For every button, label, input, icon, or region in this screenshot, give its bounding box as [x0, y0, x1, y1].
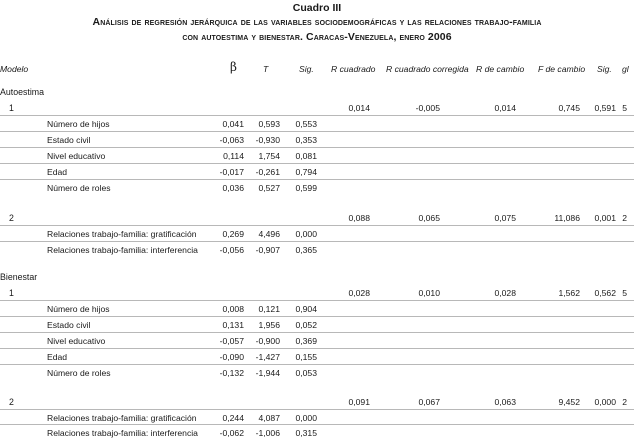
sig-value: 0,081 [295, 151, 317, 161]
r-cuadrado-value: 0,091 [348, 397, 370, 407]
r-cuadrado-value: 0,028 [348, 288, 370, 298]
t-value: -0,261 [255, 167, 280, 177]
model-number: 2 [9, 397, 14, 407]
sig-value: 0,315 [295, 428, 317, 438]
header-gl: gl [622, 64, 629, 74]
variable-label: Número de roles [47, 368, 111, 378]
variable-label: Nivel educativo [47, 151, 106, 161]
table-title [0, 2, 634, 45]
variable-label: Estado civil [47, 135, 91, 145]
variable-label: Relaciones trabajo-familia: interferencia [47, 428, 198, 438]
sig-value: 0,794 [295, 167, 317, 177]
table-row [0, 424, 634, 442]
t-value: 1,956 [258, 320, 280, 330]
variable-label: Nivel educativo [47, 336, 106, 346]
model-number: 1 [9, 103, 14, 113]
beta-value: 0,244 [222, 413, 244, 423]
t-value: 0,121 [258, 304, 280, 314]
group-label-bienestar: Bienestar [0, 272, 38, 282]
header-modelo: Modelo [0, 64, 29, 74]
f-de-cambio-value: 11,086 [554, 213, 580, 223]
model-number: 1 [9, 288, 14, 298]
variable-label: Número de hijos [47, 304, 110, 314]
t-value: -0,900 [255, 336, 280, 346]
gl-value: 2 [622, 213, 627, 223]
t-value: 4,087 [258, 413, 280, 423]
beta-value: -0,057 [219, 336, 244, 346]
beta-value: -0,132 [219, 368, 244, 378]
beta-value: 0,114 [223, 151, 244, 161]
r-de-cambio-value: 0,075 [494, 213, 516, 223]
sig-value: 0,000 [295, 229, 317, 239]
beta-value: 0,131 [222, 320, 244, 330]
header-t: T [263, 64, 269, 74]
t-value: -1,006 [255, 428, 280, 438]
table-row [0, 179, 634, 197]
r-cuadrado-corregida-value: -0,005 [415, 103, 440, 113]
sig-change-value: 0,591 [594, 103, 616, 113]
r-cuadrado-value: 0,088 [348, 213, 370, 223]
sig-value: 0,053 [295, 368, 317, 378]
sig-value: 0,365 [295, 245, 317, 255]
f-de-cambio-value: 1,562 [558, 288, 580, 298]
variable-label: Número de roles [47, 183, 111, 193]
gl-value: 5 [622, 103, 627, 113]
r-de-cambio-value: 0,028 [494, 288, 516, 298]
sig-change-value: 0,001 [594, 213, 616, 223]
variable-label: Edad [47, 352, 68, 362]
group-label-autoestima: Autoestima [0, 87, 45, 97]
sig-value: 0,904 [295, 304, 317, 314]
beta-value: -0,017 [219, 167, 244, 177]
sig-value: 0,353 [295, 135, 317, 145]
variable-label: Relaciones trabajo-familia: gratificación [47, 229, 197, 239]
header-r-cuadrado: R cuadrado [331, 64, 376, 74]
t-value: 0,593 [258, 119, 280, 129]
beta-value: 0,269 [222, 229, 244, 239]
sig-change-value: 0,562 [594, 288, 616, 298]
variable-label: Relaciones trabajo-familia: gratificación [47, 413, 197, 423]
variable-label: Estado civil [47, 320, 91, 330]
gl-value: 5 [622, 288, 627, 298]
r-cuadrado-corregida-value: 0,010 [418, 288, 440, 298]
f-de-cambio-value: 9,452 [558, 397, 580, 407]
beta-value: 0,041 [222, 119, 244, 129]
r-de-cambio-value: 0,014 [494, 103, 516, 113]
t-value: -0,907 [255, 245, 280, 255]
beta-value: 0,008 [222, 304, 244, 314]
gl-value: 2 [622, 397, 627, 407]
r-cuadrado-value: 0,014 [348, 103, 370, 113]
model-number: 2 [9, 213, 14, 223]
t-value: 4,496 [258, 229, 280, 239]
title-line-2: con autoestima y bienestar. Caracas-Venezuela, enero 2006 [182, 31, 452, 43]
table-number: Cuadro III [292, 2, 342, 14]
sig-value: 0,369 [295, 336, 317, 346]
variable-label: Edad [47, 167, 68, 177]
sig-value: 0,553 [295, 119, 317, 129]
beta-value: -0,063 [219, 135, 244, 145]
t-value: 1,754 [258, 151, 280, 161]
header-r-de-cambio: R de cambio [476, 64, 525, 74]
t-value: -1,944 [255, 368, 280, 378]
r-cuadrado-corregida-value: 0,067 [418, 397, 440, 407]
table-row [0, 241, 634, 259]
t-value: -0,930 [255, 135, 280, 145]
f-de-cambio-value: 0,745 [558, 103, 580, 113]
r-cuadrado-corregida-value: 0,065 [418, 213, 440, 223]
t-value: 0,527 [258, 183, 280, 193]
sig-value: 0,155 [295, 352, 317, 362]
t-value: -1,427 [255, 352, 280, 362]
table-row [0, 364, 634, 382]
r-de-cambio-value: 0,063 [494, 397, 516, 407]
header-f-de-cambio: F de cambio [538, 64, 586, 74]
title-line-1: Análisis de regresión jerárquica de las variables sociodemográficas y las relaciones trabajo-familia [92, 16, 542, 28]
sig-value: 0,000 [295, 413, 317, 423]
variable-label: Relaciones trabajo-familia: interferencia [47, 245, 198, 255]
sig-value: 0,599 [295, 183, 317, 193]
header-r-cuadrado-corregida: R cuadrado corregida [386, 64, 469, 74]
beta-value: -0,056 [219, 245, 244, 255]
beta-value: -0,062 [219, 428, 244, 438]
sig-change-value: 0,000 [594, 397, 616, 407]
variable-label: Número de hijos [47, 119, 110, 129]
header-beta: β [230, 60, 237, 74]
header-sig: Sig. [299, 64, 314, 74]
beta-value: -0,090 [219, 352, 244, 362]
beta-value: 0,036 [222, 183, 244, 193]
sig-value: 0,052 [295, 320, 317, 330]
header-sig-change: Sig. [597, 64, 612, 74]
